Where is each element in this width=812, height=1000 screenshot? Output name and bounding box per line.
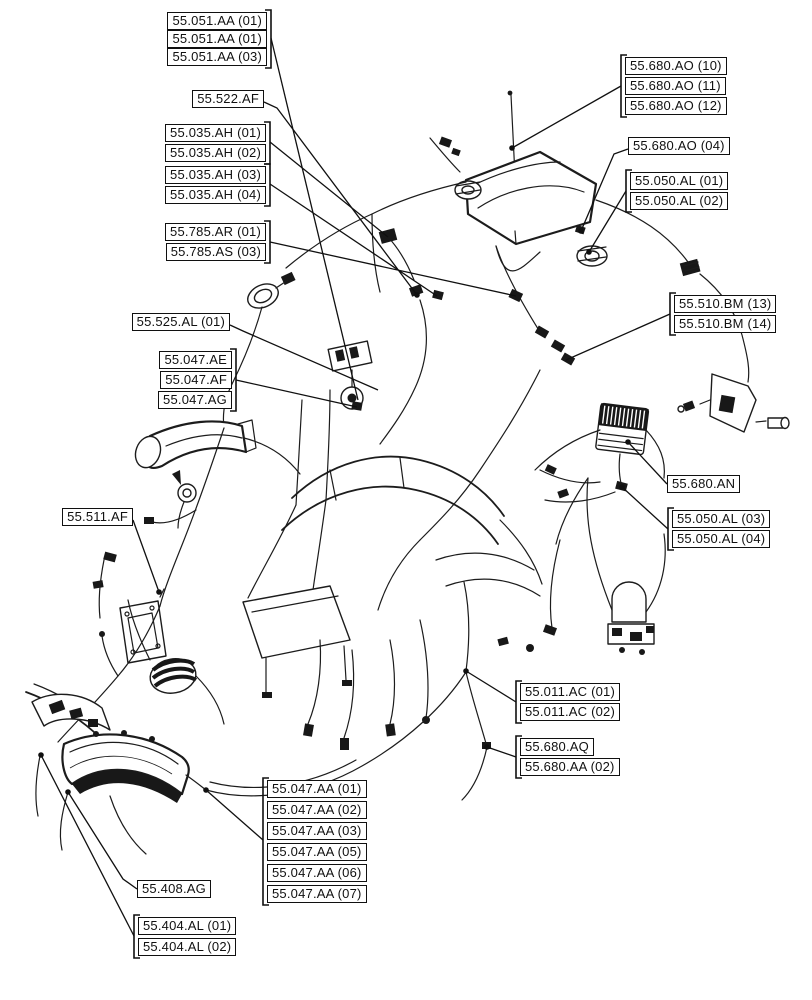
horn-right xyxy=(577,246,607,266)
label-55-680-AN xyxy=(667,475,740,493)
leader-line xyxy=(466,671,516,702)
group-55-047-AA xyxy=(267,780,367,903)
leader-dot xyxy=(578,228,584,234)
leader-dot xyxy=(484,744,490,750)
part-ref-label[interactable]: 55.510.BM (14) xyxy=(674,315,776,333)
accumulator xyxy=(556,478,665,655)
leader-dot xyxy=(509,145,515,151)
part-ref-label[interactable]: 55.035.AH (01) xyxy=(165,124,266,142)
leader-line xyxy=(512,86,621,148)
part-ref-label[interactable]: 55.510.BM (13) xyxy=(674,295,776,313)
part-ref-label[interactable]: 55.680.AO (12) xyxy=(625,97,727,115)
leader-dot xyxy=(203,787,209,793)
part-ref-label[interactable]: 55.047.AA (07) xyxy=(267,885,367,903)
leader-dot xyxy=(38,752,44,758)
part-ref-label[interactable]: 55.511.AF xyxy=(62,508,133,526)
part-ref-label[interactable]: 55.050.AL (03) xyxy=(672,510,770,528)
part-ref-label[interactable]: 55.011.AC (02) xyxy=(520,703,620,721)
part-ref-label[interactable]: 55.525.AL (01) xyxy=(132,313,230,331)
group-55-047-AE-AG xyxy=(158,351,232,409)
group-55-404-AL xyxy=(138,917,236,956)
part-ref-label[interactable]: 55.047.AA (03) xyxy=(267,822,367,840)
leader-line xyxy=(487,747,516,757)
part-ref-label[interactable]: 55.050.AL (01) xyxy=(630,172,728,190)
leader-line xyxy=(270,142,388,237)
part-ref-label[interactable]: 55.047.AE xyxy=(159,351,232,369)
group-55-051-AA xyxy=(167,12,267,66)
group-55-035-AH-03-04 xyxy=(165,166,266,204)
part-ref-label[interactable]: 55.680.AO (04) xyxy=(628,137,730,155)
part-ref-label[interactable]: 55.522.AF xyxy=(192,90,264,108)
reservoir-tank xyxy=(466,152,596,244)
control-module xyxy=(595,403,648,455)
part-ref-label[interactable]: 55.011.AC (01) xyxy=(520,683,620,701)
part-ref-label[interactable]: 55.047.AG xyxy=(158,391,232,409)
part-ref-label[interactable]: 55.785.AS (03) xyxy=(166,243,266,261)
part-ref-label[interactable]: 55.051.AA (01) xyxy=(167,12,267,30)
leader-dot xyxy=(156,589,162,595)
label-55-522-AF xyxy=(192,90,264,108)
leader-dot xyxy=(65,789,71,795)
part-ref-label[interactable]: 55.047.AA (06) xyxy=(267,864,367,882)
leader-line xyxy=(566,314,670,360)
part-ref-label[interactable]: 55.404.AL (01) xyxy=(138,917,236,935)
part-ref-label[interactable]: 55.680.AO (10) xyxy=(625,57,727,75)
left-harness-drop xyxy=(58,428,224,742)
label-55-511-AF xyxy=(62,508,133,526)
group-55-510-BM xyxy=(674,295,776,333)
part-ref-label[interactable]: 55.050.AL (04) xyxy=(672,530,770,548)
part-ref-label[interactable]: 55.051.AA (01) xyxy=(167,30,267,48)
leader-dot xyxy=(414,292,420,298)
headlamp-assembly xyxy=(26,684,206,854)
leader-dot xyxy=(625,439,631,445)
group-55-011-AC xyxy=(520,683,620,721)
flasher-lamp-right xyxy=(678,374,789,432)
part-ref-label[interactable]: 55.680.AO (11) xyxy=(625,77,726,95)
group-55-050-AL-01-02 xyxy=(630,172,728,210)
leader-line xyxy=(271,38,358,400)
label-55-408-AG xyxy=(137,880,211,898)
label-55-525-AL xyxy=(132,313,230,331)
part-ref-label[interactable]: 55.785.AR (01) xyxy=(165,223,266,241)
part-ref-label[interactable]: 55.408.AG xyxy=(137,880,211,898)
part-ref-label[interactable]: 55.047.AA (01) xyxy=(267,780,367,798)
part-ref-label[interactable]: 55.047.AA (05) xyxy=(267,843,367,861)
group-55-035-AH-01-02 xyxy=(165,124,266,162)
leader-dot xyxy=(463,668,469,674)
part-ref-label[interactable]: 55.047.AA (02) xyxy=(267,801,367,819)
part-ref-label[interactable]: 55.404.AL (02) xyxy=(138,938,236,956)
leader-line xyxy=(270,242,516,296)
group-55-785 xyxy=(165,223,266,261)
part-ref-label[interactable]: 55.035.AH (03) xyxy=(165,166,266,184)
group-55-680-AO-10-12 xyxy=(625,57,727,115)
part-ref-label[interactable]: 55.051.AA (03) xyxy=(167,48,267,66)
part-ref-label[interactable]: 55.680.AN xyxy=(667,475,740,493)
battery-platform xyxy=(243,586,352,698)
leader-line xyxy=(622,487,668,529)
part-ref-label[interactable]: 55.680.AA (02) xyxy=(520,758,620,776)
part-ref-label[interactable]: 55.680.AQ xyxy=(520,738,594,756)
label-55-680-AO-04 xyxy=(628,137,730,155)
leader-line xyxy=(236,380,357,407)
leader-dot xyxy=(586,249,592,255)
mount-plate xyxy=(120,589,166,663)
group-55-050-AL-03-04 xyxy=(672,510,770,548)
part-ref-label[interactable]: 55.047.AF xyxy=(160,371,232,389)
leader-line xyxy=(133,520,159,592)
leader-line xyxy=(206,790,263,840)
duct-arm xyxy=(131,420,300,474)
leader-line xyxy=(628,442,667,484)
part-ref-label[interactable]: 55.035.AH (04) xyxy=(165,186,266,204)
part-ref-label[interactable]: 55.035.AH (02) xyxy=(165,144,266,162)
group-55-680-AQ-AA xyxy=(520,738,620,776)
part-ref-label[interactable]: 55.050.AL (02) xyxy=(630,192,728,210)
leader-dot xyxy=(619,484,625,490)
